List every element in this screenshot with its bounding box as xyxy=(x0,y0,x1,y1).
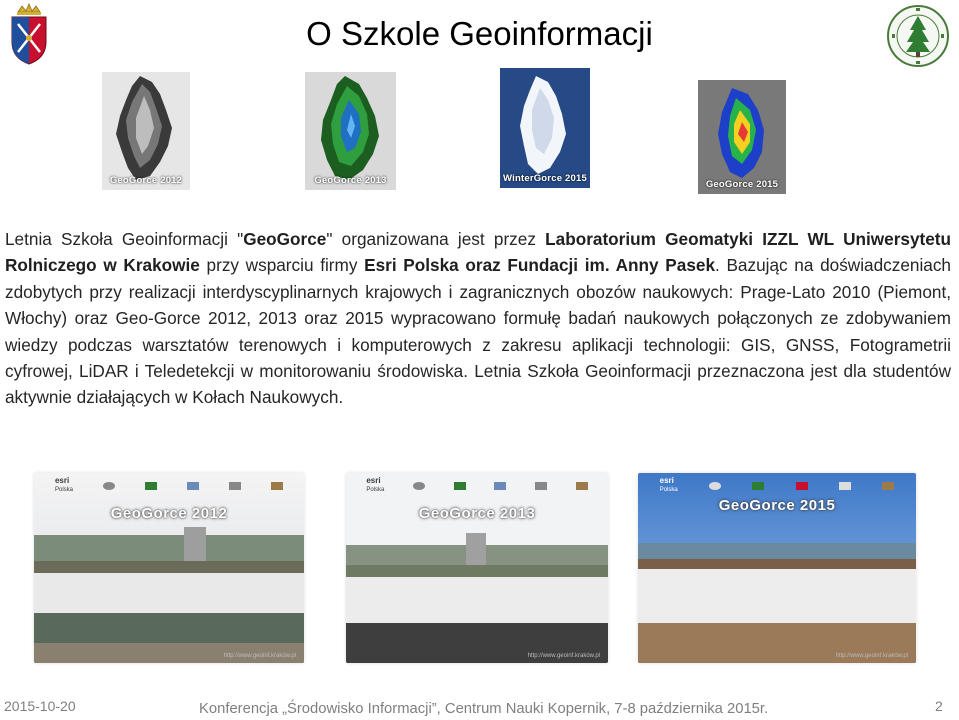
page-title: O Szkole Geoinformacji xyxy=(306,15,653,52)
sponsor-logo xyxy=(413,482,425,490)
esri-logo: esri Polska xyxy=(366,476,385,493)
text-segment: Letnia Szkoła Geoinformacji " xyxy=(5,229,244,249)
sponsor-logo xyxy=(796,482,808,490)
map-thumbnail-2012 xyxy=(102,72,190,190)
group-photo-2015 xyxy=(638,473,916,663)
group-photo-2013 xyxy=(346,473,608,663)
group-photo-2013-image xyxy=(346,473,608,663)
photo-title: GeoGorce 2013 xyxy=(418,505,536,522)
group-photo-2012 xyxy=(34,473,304,663)
text-bold: GeoGorce xyxy=(243,229,327,249)
esri-logo: esri Polska xyxy=(659,476,678,493)
sponsor-logos xyxy=(346,477,608,494)
footer-conference: Konferencja „Środowisko Informacji”, Centrum Nauki Kopernik, 7-8 października 2015r. xyxy=(199,701,769,717)
photo-url: http://www.geoinf.kraków.pl xyxy=(527,653,600,659)
text-segment: przy wsparciu firmy xyxy=(199,255,365,276)
text-segment: " organizowana jest przez xyxy=(326,229,546,249)
map-caption: GeoGorce 2012 xyxy=(109,175,183,186)
esri-logo: esri Polska xyxy=(54,476,73,493)
map-caption: GeoGorce 2013 xyxy=(314,175,387,186)
sponsor-logo xyxy=(882,482,894,490)
sponsor-logo xyxy=(454,482,466,490)
sponsor-logo xyxy=(709,482,721,490)
sponsor-logo xyxy=(145,482,157,490)
photo-url: http://www.geoinf.kraków.pl xyxy=(835,653,908,659)
sponsor-logos xyxy=(638,477,916,494)
photo-title: GeoGorce 2012 xyxy=(110,505,228,522)
sponsor-logo xyxy=(271,482,283,490)
text-bold: Esri Polska oraz Fundacji im. Anny Pasek xyxy=(364,255,715,276)
map-thumbnail-2013 xyxy=(305,72,396,190)
photo-title: GeoGorce 2015 xyxy=(718,497,836,514)
sponsor-logo xyxy=(494,482,506,490)
sponsor-logos xyxy=(34,477,304,494)
page-number: 2 xyxy=(935,698,943,714)
sponsor-logo xyxy=(187,482,199,490)
forestry-circle-logo xyxy=(886,4,950,68)
footer-date: 2015-10-20 xyxy=(4,698,76,714)
map-caption: WinterGorce 2015 xyxy=(503,173,587,184)
sponsor-logo xyxy=(229,482,241,490)
sponsor-logo xyxy=(576,482,588,490)
sponsor-logo xyxy=(752,482,764,490)
photo-url: http://www.geoinf.kraków.pl xyxy=(223,653,296,659)
green-elevation-map-icon xyxy=(305,72,396,190)
text-segment: . Bazując na doświadczeniach zdobytych przy realizacji interdyscyplinarnych krajowych i zagranicznych obozów naukowych: Prage-Lato 2010 (Piemont, Włochy) oraz Geo-Gorce 2012, 2013 oraz 2015 wypracowano formułę badań naukowych połączonych ze zdobywaniem wiedzy podczas warsztatów terenowych i komputerowych z zakresu aplikacji technologii: GIS, GNSS, Fotogrametrii cyfrowej, LiDAR i Teledetekcji w monitorowaniu środowiska. Letnia Szkoła Geoinformacji przeznaczona jest dla studentów aktywnie działających w Kołach Naukowych. xyxy=(5,255,951,408)
map-thumbnail-winter-2015 xyxy=(500,68,590,188)
sponsor-logo xyxy=(103,482,115,490)
map-thumbnail-heatmap-2015 xyxy=(698,80,786,194)
description-paragraph xyxy=(5,226,951,411)
sponsor-logo xyxy=(839,482,851,490)
snow-on-blue-map-icon xyxy=(500,68,590,188)
sponsor-logo xyxy=(535,482,547,490)
grayscale-relief-map-icon xyxy=(102,72,190,190)
heatmap-on-relief-map-icon xyxy=(698,80,786,194)
map-caption: GeoGorce 2015 xyxy=(705,179,779,190)
text-bold: Laboratorium Geomatyki IZZL WL Uniwersytetu Rolniczego w Krakowie xyxy=(5,229,952,276)
group-photo-2012-image xyxy=(34,473,304,663)
